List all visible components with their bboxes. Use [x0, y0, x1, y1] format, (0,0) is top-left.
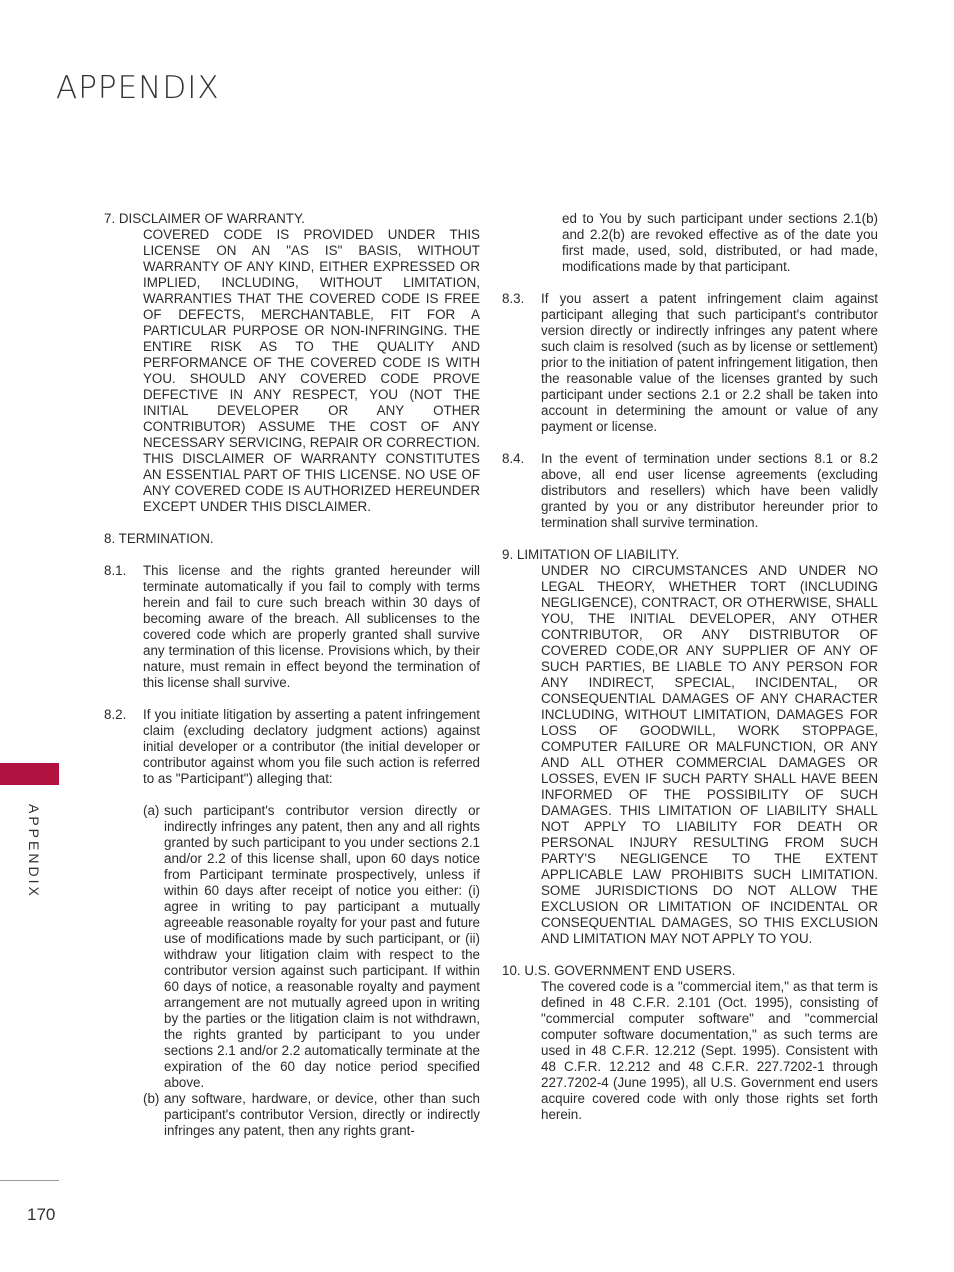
footer-divider — [0, 1180, 59, 1181]
clause-8-1 — [104, 563, 480, 691]
page-number: 170 — [27, 1205, 56, 1224]
clause-number: 8.4. — [502, 451, 525, 466]
section-9-heading: 9. LIMITATION OF LIABILITY. — [502, 547, 680, 562]
section-7-body: COVERED CODE IS PROVIDED UNDER THIS LICENSE ON AN "AS IS" BASIS, WITHOUT WARRANTY OF ANY KIND, EITHER EXPRESSED OR IMPLIED, INCLUDING, WITHOUT LIMITATION, WARRANTIES THAT THE COVERED CODE IS FREE OF DEFECTS, MERCHANTABLE, FIT FOR A PARTICULAR PURPOSE OR NON-INFRINGING. THE ENTIRE RISK AS TO THE QUALITY AND PERFORMANCE OF THE COVERED CODE IS WITH YOU. SHOULD ANY COVERED CODE PROVE DEFECTIVE IN ANY RESPECT, YOU (NOT THE INITIAL DEVELOPER OR ANY OTHER CONTRIBUTOR) ASSUME THE COST OF ANY NECESSARY SERVICING, REPAIR OR CORRECTION. THIS DISCLAIMER OF WARRANTY CONSTITUTES AN ESSENTIAL PART OF THIS LICENSE. NO USE OF ANY COVERED CODE IS AUTHORIZED HEREUNDER EXCEPT UNDER THIS DISCLAIMER. — [143, 227, 480, 514]
sub-clause-label: (a) — [143, 803, 160, 818]
sub-clause-text: any software, hardware, or device, other than such participant's contributor Version, directly or indirectly infringes any patent, then any rights grant- — [164, 1091, 480, 1138]
clause-8-2-b-continued: ed to You by such participant under sections 2.1(b) and 2.2(b) are revoked effective as of the date you first made, used, sold, distributed, or had made, modifications made by that participant. — [562, 211, 878, 274]
section-9-body: UNDER NO CIRCUMSTANCES AND UNDER NO LEGAL THEORY, WHETHER TORT (INCLUDING NEGLIGENCE), CONTRACT, OR OTHERWISE, SHALL YOU, THE INITIAL DEVELOPER, ANY OTHER CONTRIBUTOR, OR ANY DISTRIBUTOR OF COVERED CODE,OR ANY SUPPLIER OF ANY OF SUCH PARTIES, BE LIABLE TO ANY PERSON FOR ANY INDIRECT, SPECIAL, INCIDENTAL, OR CONSEQUENTIAL DAMAGES OF ANY CHARACTER INCLUDING, WITHOUT LIMITATION, DAMAGES FOR LOSS OF GOODWILL, WORK STOPPAGE, COMPUTER FAILURE OR MALFUNCTION, OR ANY AND ALL OTHER COMMERCIAL DAMAGES OR LOSSES, EVEN IF SUCH PARTY SHALL HAVE BEEN INFORMED OF THE POSSIBILITY OF SUCH DAMAGES. THIS LIMITATION OF LIABILITY SHALL NOT APPLY TO LIABILITY FOR DEATH OR PERSONAL INJURY RESULTING FROM SUCH PARTY'S NEGLIGENCE TO THE EXTENT APPLICABLE LAW PROHIBITS SUCH LIMITATION. SOME JURISDICTIONS DO NOT ALLOW THE EXCLUSION OR LIMITATION OF INCIDENTAL OR CONSEQUENTIAL DAMAGES, SO THIS EXCLUSION AND LIMITATION MAY NOT APPLY TO YOU. — [541, 563, 878, 946]
clause-8-2 — [104, 707, 480, 787]
clause-8-4 — [502, 451, 878, 531]
page-title: APPENDIX — [56, 70, 220, 106]
clause-8-3 — [502, 291, 878, 435]
clause-text: This license and the rights granted hereunder will terminate automatically if you fail to comply with terms herein and fail to cure such breach within 30 days of becoming aware of the breach. All sublicenses to the covered code which are properly granted shall survive any termination of this license. Provisions which, by their nature, must remain in effect beyond the termination of this license shall survive. — [143, 563, 480, 690]
side-section-label: APPENDIX — [26, 804, 42, 899]
clause-text: In the event of termination under sections 8.1 or 8.2 above, all end user license agreements (excluding distributors and resellers) which have been validly granted by you or any distributor hereunder prior to termination shall survive termination. — [541, 451, 878, 530]
clause-number: 8.3. — [502, 291, 525, 306]
sub-clause-label: (b) — [143, 1091, 160, 1106]
clause-8-2-b — [143, 1091, 480, 1139]
clause-number: 8.1. — [104, 563, 127, 578]
clause-text: If you assert a patent infringement claim against participant alleging that such participant's contributor version directly or indirectly infringes any patent where such claim is resolved (such as by license or settlement) prior to the initiation of patent infringement litigation, then the reasonable value of the licenses granted by such participant under sections 2.1 or 2.2 shall be taken into account in determining the amount or value of any payment or license. — [541, 291, 878, 434]
clause-number: 8.2. — [104, 707, 127, 722]
section-10-heading: 10. U.S. GOVERNMENT END USERS. — [502, 963, 736, 978]
clause-text: If you initiate litigation by asserting a patent infringement claim (excluding declatory judgment actions) against initial developer or a contributor (the initial developer or contributor against whom you file such action is referred to as "Participant") alleging that: — [143, 707, 480, 786]
section-tab-marker — [0, 763, 59, 785]
right-column — [502, 211, 878, 1123]
section-10-body: The covered code is a "commercial item," as that term is defined in 48 C.F.R. 2.101 (Oct. 1995), consisting of "commercial computer software" and "commercial computer software documentation," as such terms are used in 48 C.F.R. 12.212 (Sept. 1995). Consistent with 48 C.F.R. 12.212 and 48 C.F.R. 227.7202-1 through 227.7202-4 (June 1995), all U.S. Government end users acquire covered code with only those rights set forth herein. — [541, 979, 878, 1122]
section-8-heading: 8. TERMINATION. — [104, 531, 214, 546]
left-column — [104, 211, 480, 1139]
clause-8-2-a — [143, 803, 480, 1091]
section-7-heading: 7. DISCLAIMER OF WARRANTY. — [104, 211, 305, 226]
sub-clause-text: such participant's contributor version directly or indirectly infringes any patent, then any and all rights granted by such participant to you under sections 2.1 and/or 2.2 of this license shall, upon 60 days notice from Participant terminate prospectively, unless if within 60 days after receipt of notice you either: (i) agree in writing to pay participant a mutually agreeable reasonable royalty for your past and future use of modifications made by such participant, or (ii) withdraw your litigation claim with respect to the contributor version against such participant. If within 60 days of notice, a reasonable royalty and payment arrangement are not mutually agreed upon in writing by the parties or the litigation claim is not withdrawn, the rights granted by participant to you under sections 2.1 and/or 2.2 automatically terminate at the expiration of the 60 day notice period specified above. — [164, 803, 480, 1090]
